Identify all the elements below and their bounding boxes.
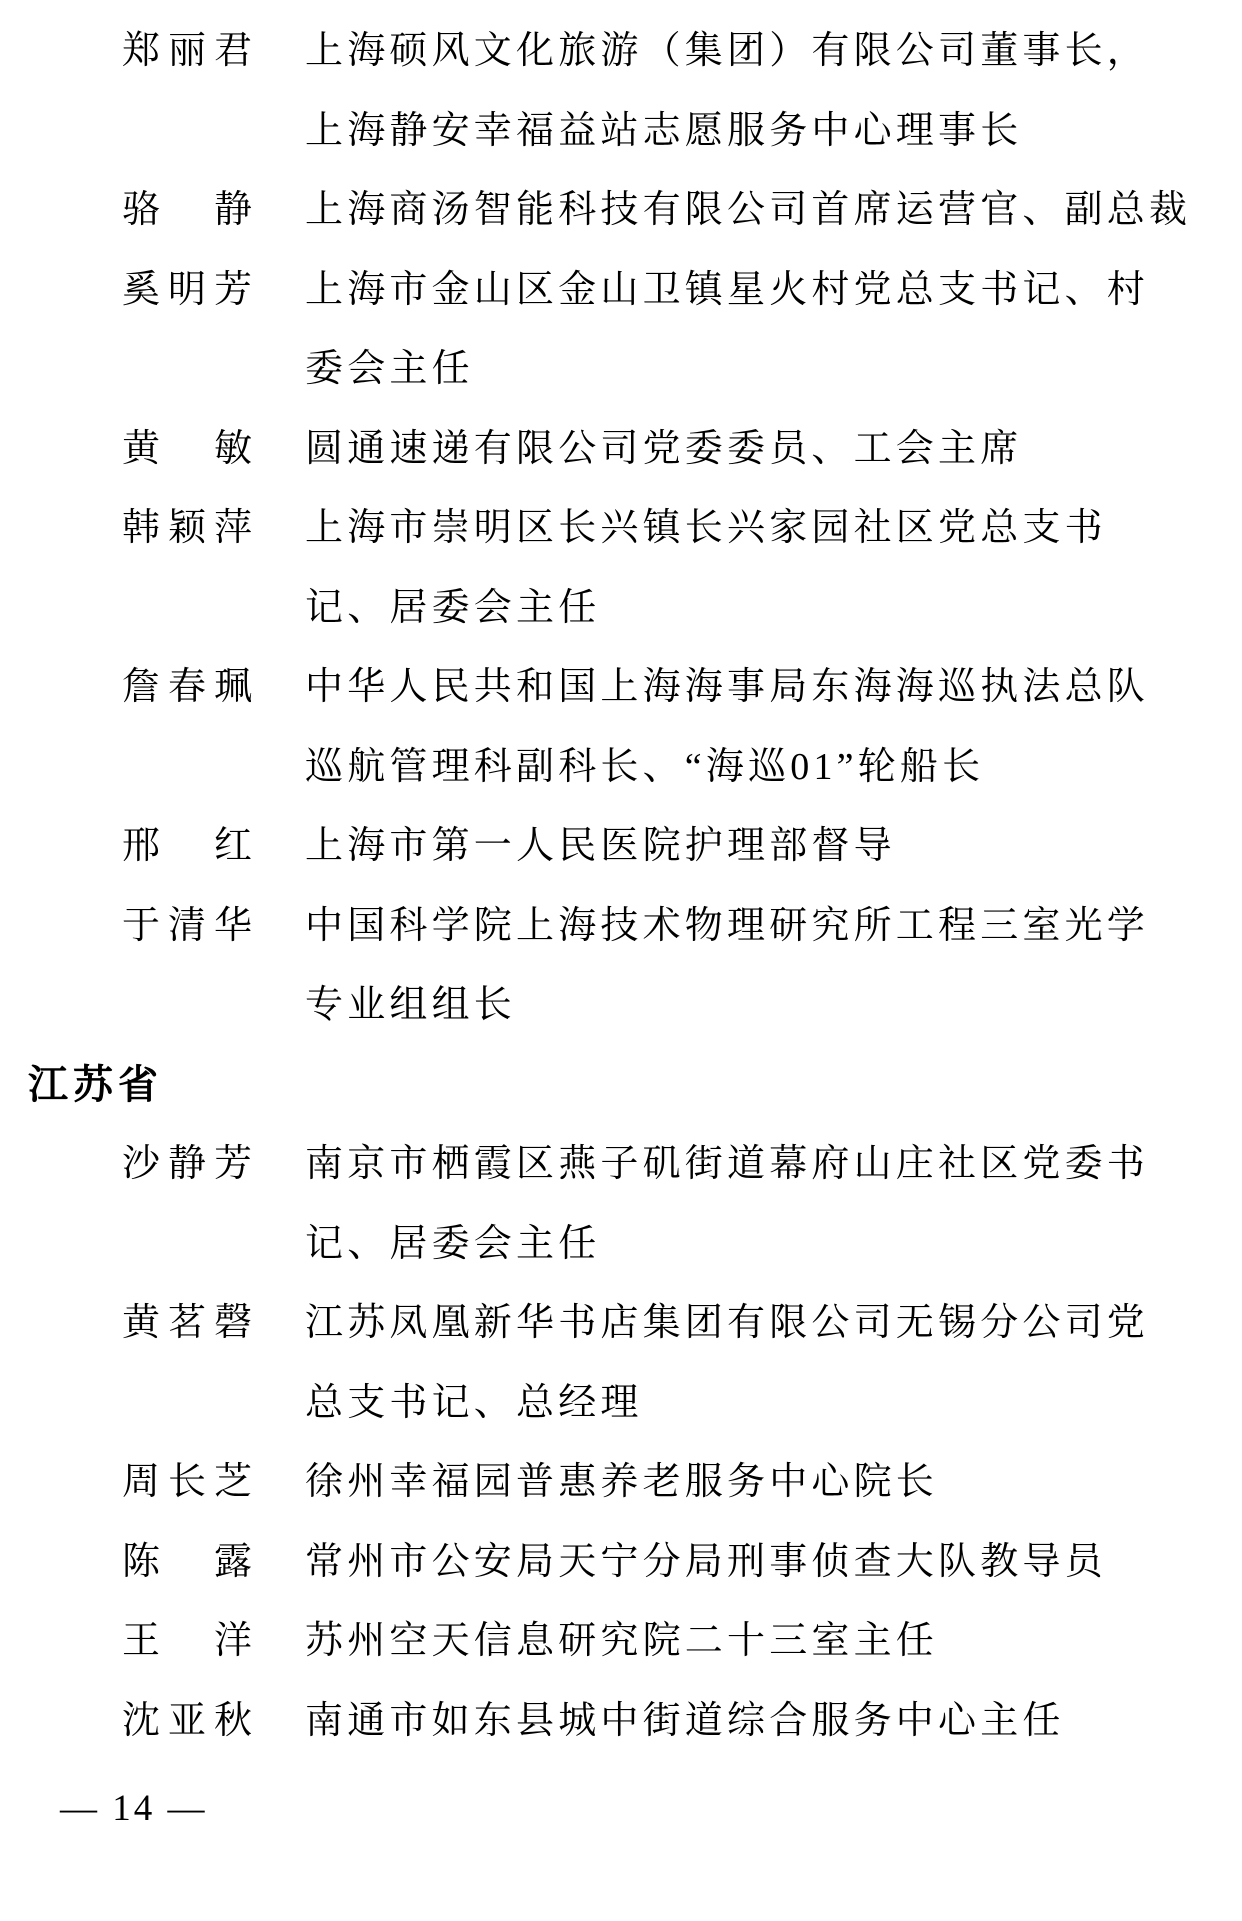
list-item [0, 1523, 1242, 1603]
person-title [305, 171, 1191, 251]
person-title [305, 648, 1149, 807]
person-name: 陈露 [122, 1540, 252, 1583]
list-item [0, 171, 1242, 251]
page-number: — 14 — [60, 1788, 208, 1829]
list-item [0, 1602, 1242, 1682]
list-item [0, 648, 1242, 807]
list-item [0, 1125, 1242, 1284]
title-line: 中华人民共和国上海海事局东海海巡执法总队 [305, 666, 1150, 708]
title-line: 圆通速递有限公司党委委员、工会主席 [305, 427, 1023, 470]
list-item [0, 251, 1242, 410]
person-name: 郑丽君 [122, 30, 252, 72]
title-line: 苏州空天信息研究院二十三室主任 [305, 1620, 939, 1662]
list-item [0, 1443, 1242, 1523]
person-name: 黄敏 [122, 427, 252, 470]
title-line: 巡航管理科副科长、“海巡01”轮船长 [305, 745, 985, 788]
list-item [0, 1284, 1242, 1443]
person-title [305, 1125, 1149, 1284]
person-name: 沈亚秋 [122, 1699, 252, 1742]
title-line: 上海市崇明区长兴镇长兴家园社区党总支书 [305, 507, 1107, 549]
person-title [305, 1602, 938, 1682]
title-line: 上海静安幸福益站志愿服务中心理事长 [305, 109, 1023, 152]
person-title [305, 1523, 1107, 1603]
person-name: 沙静芳 [122, 1143, 252, 1185]
list-item [0, 489, 1242, 648]
list-item [0, 12, 1242, 171]
person-title [305, 1682, 1065, 1762]
person-title [305, 12, 1149, 171]
person-name: 黄茗磬 [122, 1302, 252, 1344]
honor-roll-list [0, 12, 1242, 1761]
title-line: 南通市如东县城中街道综合服务中心主任 [305, 1699, 1065, 1742]
list-item [0, 807, 1242, 887]
list-item [0, 410, 1242, 490]
title-line: 南京市栖霞区燕子矶街道幕府山庄社区党委书 [305, 1143, 1150, 1185]
person-title [305, 489, 1107, 648]
title-line: 专业组组长 [305, 984, 517, 1026]
title-line: 上海市第一人民医院护理部督导 [305, 825, 896, 867]
list-item [0, 1682, 1242, 1762]
person-name: 邢红 [122, 825, 252, 867]
title-line: 记、居委会主任 [305, 1222, 601, 1265]
person-name: 于清华 [122, 904, 252, 947]
person-name: 骆静 [122, 189, 252, 231]
title-line: 上海市金山区金山卫镇星火村党总支书记、村 [305, 268, 1150, 311]
title-line: 上海硕风文化旅游（集团）有限公司董事长， [305, 30, 1150, 72]
person-name: 王洋 [122, 1620, 252, 1662]
title-line: 徐州幸福园普惠养老服务中心院长 [305, 1461, 939, 1503]
title-line: 上海商汤智能科技有限公司首席运营官、副总裁 [305, 189, 1192, 231]
person-title [305, 807, 896, 887]
title-line: 总支书记、总经理 [305, 1381, 643, 1424]
section-header-1: 江苏省 [28, 1062, 163, 1107]
list-item [0, 887, 1242, 1046]
person-name: 詹春珮 [122, 666, 252, 708]
person-title [305, 251, 1149, 410]
person-title [305, 1443, 938, 1523]
person-name: 韩颖萍 [122, 507, 252, 549]
person-title [305, 410, 1022, 490]
person-title [305, 1284, 1149, 1443]
title-line: 江苏凤凰新华书店集团有限公司无锡分公司党 [305, 1302, 1150, 1344]
person-name: 奚明芳 [122, 268, 252, 311]
title-line: 常州市公安局天宁分局刑事侦查大队教导员 [305, 1540, 1107, 1583]
person-name: 周长芝 [122, 1461, 252, 1503]
title-line: 中国科学院上海技术物理研究所工程三室光学 [305, 904, 1150, 947]
person-title [305, 887, 1149, 1046]
title-line: 委会主任 [305, 348, 474, 390]
title-line: 记、居委会主任 [305, 586, 601, 629]
